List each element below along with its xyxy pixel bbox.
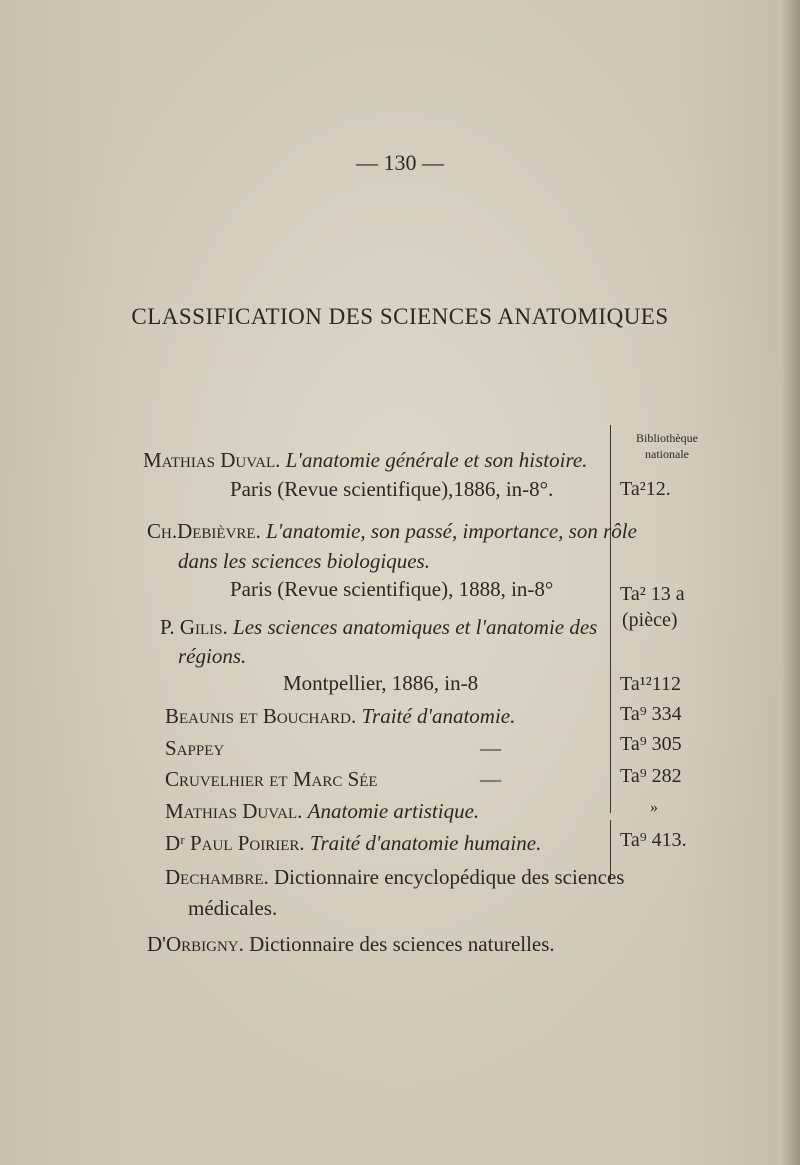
entry-work-continued: médicales. [188,896,278,920]
entry-1-line [143,445,587,475]
entry-shelfmark: Ta²12. [620,478,671,500]
entry-publication: Paris (Revue scientifique),1886, in-8°. [230,477,554,501]
entry-work: L'anatomie générale et son histoire. [285,448,588,472]
entry-author: P. Gilis. [160,615,228,639]
entry-author: Mathias Duval. [165,799,303,823]
entry-8-line [165,828,541,858]
page-title: CLASSIFICATION DES SCIENCES ANATOMIQUES [131,304,669,329]
entry-shelfmark-note: (pièce) [622,609,678,631]
entry-work: Anatomie artistique. [307,799,480,823]
entry-shelfmark: Ta⁹ 282 [620,765,682,787]
entry-10-line [147,929,555,959]
entry-work: Les sciences anatomiques et l'anatomie des [233,615,598,639]
entry-author: Mathias Duval. [143,448,281,472]
entry-2-line [147,516,637,546]
entry-publication: Paris (Revue scientifique), 1888, in-8° [230,577,554,601]
entry-author: Beaunis et Bouchard. [165,704,357,728]
entry-9-line [165,862,624,892]
entry-3-line [160,612,597,642]
entry-author: Cruvelhier et Marc Sée [165,767,378,791]
entry-work: Dictionnaire des sciences naturelles. [249,932,555,956]
entry-shelfmark: » [650,799,658,816]
entry-author: Dechambre. [165,865,269,889]
entry-work: Traité d'anatomie humaine. [309,831,542,855]
entry-work: L'anatomie, son passé, importance, son rôle [266,519,637,543]
entry-4-line [165,701,515,731]
entry-shelfmark: Ta⁹ 334 [620,703,682,725]
entry-shelfmark: Ta² 13 a [620,583,685,605]
entry-ditto: — [480,767,501,791]
library-header: Bibliothèque nationale [636,431,698,461]
entry-author: Dʳ Paul Poirier. [165,831,305,855]
entry-shelfmark: Ta⁹ 413. [620,829,687,851]
entry-author: Ch.Debièvre. [147,519,261,543]
entry-work-continued: régions. [178,644,247,668]
entry-7-line [165,796,479,826]
entry-work-continued: dans les sciences biologiques. [178,549,430,573]
entry-publication: Montpellier, 1886, in-8 [283,671,479,695]
entry-shelfmark: Ta¹²112 [620,673,681,695]
page-number: — 130 — [356,150,444,175]
entry-author: D'Orbigny. [147,932,244,956]
entry-author: Sappey [165,736,225,760]
entry-ditto: — [480,736,501,760]
entry-shelfmark: Ta⁹ 305 [620,733,682,755]
entry-work: Traité d'anatomie. [361,704,516,728]
column-rule [610,425,611,813]
entry-work: Dictionnaire encyclopédique des sciences [274,865,625,889]
